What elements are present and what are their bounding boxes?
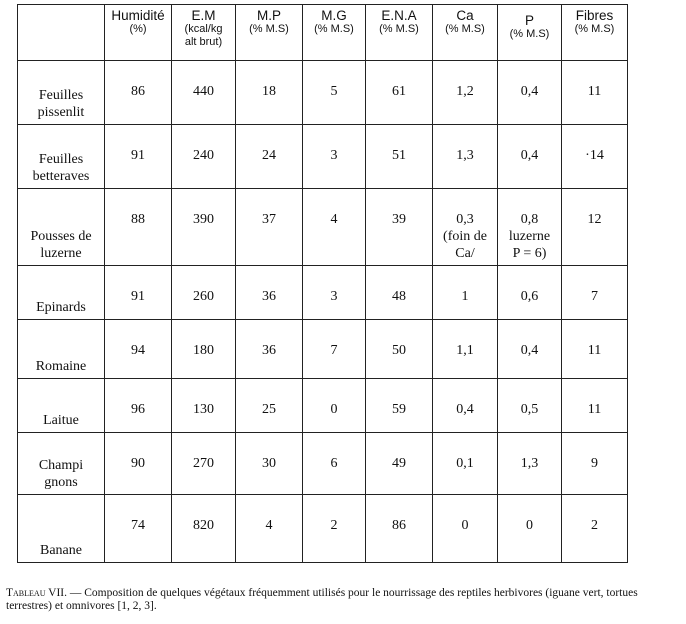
value-cell [236,61,303,125]
value-text: 24 [262,148,276,163]
value-cell [562,495,628,563]
composition-table [17,4,628,563]
food-name-cell [18,189,105,266]
value-text: 2 [330,518,338,533]
value-line: 0,4 [456,402,474,417]
value-text: 30 [262,456,276,471]
value-cell [366,320,433,379]
value-text: 18 [262,84,276,99]
value-cell [105,320,172,379]
value-text: 9 [591,456,598,471]
value-cell [366,189,433,266]
value-cell [366,433,433,495]
table-row [18,379,628,433]
table-caption [6,587,686,613]
value-cell [366,266,433,320]
value-cell [303,266,366,320]
value-text: 5 [330,84,338,99]
value-text: 3 [330,289,338,304]
value-line: 0,5 [520,402,539,417]
header-mg: M.G (% M.S) [303,5,366,61]
value-text: 48 [392,289,406,304]
value-text: 61 [392,84,406,99]
value-line: 1,2 [456,84,474,99]
value-line: 1,1 [456,343,474,358]
header-fibres: Fibres (% M.S) [562,5,628,61]
value-text: 86 [392,518,406,533]
value-text: 25 [262,402,276,417]
value-text: 7 [591,289,598,304]
value-text: 96 [131,402,145,417]
food-name-line: Feuilles [38,152,84,167]
value-cell [172,125,236,189]
header-cell [18,5,105,61]
value-text: 820 [193,518,214,533]
value-line: 0,4 [520,148,539,163]
value-line: 0,3 [456,212,474,227]
header-em: E.M (kcal/kg alt brut) [172,5,236,61]
value-cell [498,189,562,266]
table-row [18,61,628,125]
food-name-line: Banane [40,543,82,558]
value-text: 270 [193,456,214,471]
value-text: 51 [392,148,406,163]
header-p: P (% M.S) [498,5,562,61]
header-ena: E.N.A (% M.S) [366,5,433,61]
value-cell [172,495,236,563]
value-text: 440 [193,84,214,99]
value-cell [236,433,303,495]
value-line: (foin de [443,229,487,244]
value-text: 130 [193,402,214,417]
food-name-line: Pousses de [30,229,92,244]
value-cell [236,495,303,563]
value-cell [433,189,498,266]
value-cell [105,266,172,320]
value-cell [562,320,628,379]
value-cell [303,189,366,266]
value-cell [172,266,236,320]
value-cell [172,379,236,433]
value-text: ·14 [585,148,604,163]
value-cell [562,189,628,266]
value-cell [172,433,236,495]
food-name-line: Epinards [36,300,86,315]
value-text: 11 [587,343,602,358]
value-cell [366,495,433,563]
food-name-cell [18,266,105,320]
value-cell [105,189,172,266]
value-text: 4 [330,212,338,227]
table-row [18,125,628,189]
value-line: luzerne [508,229,551,244]
value-text: 2 [591,518,598,533]
food-name-cell [18,125,105,189]
header-row [18,5,628,61]
value-cell [172,189,236,266]
value-text: 50 [392,343,406,358]
food-name-cell [18,433,105,495]
value-text: 240 [193,148,214,163]
value-line: 1,3 [520,456,539,471]
value-cell [303,125,366,189]
food-name-cell [18,61,105,125]
header-mp: M.P (% M.S) [236,5,303,61]
table-row [18,320,628,379]
table-row [18,495,628,563]
value-cell [498,495,562,563]
value-cell [562,433,628,495]
value-cell [433,495,498,563]
value-cell [105,433,172,495]
table-row [18,433,628,495]
value-cell [498,125,562,189]
food-name-line: Laitue [43,413,79,428]
food-name-cell [18,320,105,379]
value-text: 36 [262,343,276,358]
value-cell [172,320,236,379]
value-text: 91 [131,289,145,304]
value-cell [433,61,498,125]
value-cell [303,379,366,433]
value-cell [366,61,433,125]
food-name-line: pissenlit [37,105,85,120]
value-line: P = 6) [512,246,547,261]
value-text: 260 [193,289,214,304]
food-name-line: luzerne [40,246,82,261]
value-line: 0,8 [520,212,539,227]
value-line: 0 [461,518,469,533]
value-cell [498,320,562,379]
value-text: 4 [265,518,273,533]
food-name-line: Champi [38,458,84,473]
value-cell [236,266,303,320]
value-text: 180 [193,343,214,358]
value-cell [366,125,433,189]
value-text: 3 [330,148,338,163]
value-cell [236,379,303,433]
value-cell [498,61,562,125]
header-ca: Ca (% M.S) [433,5,498,61]
value-line: 1,3 [456,148,474,163]
value-text: 59 [392,402,406,417]
value-cell [105,379,172,433]
value-cell [105,495,172,563]
value-cell [236,320,303,379]
value-text: 11 [587,402,602,417]
value-cell [105,125,172,189]
value-cell [433,125,498,189]
value-cell [562,266,628,320]
value-text: 86 [131,84,145,99]
value-cell [433,379,498,433]
caption-tag: Tableau VII. [6,587,67,599]
value-cell [562,379,628,433]
table-row [18,189,628,266]
value-line: Ca/ [455,246,475,261]
value-line: 1 [461,289,469,304]
value-cell [105,61,172,125]
value-cell [433,433,498,495]
table-row [18,266,628,320]
value-text: 12 [587,212,602,227]
value-cell [303,320,366,379]
value-text: 49 [392,456,406,471]
value-text: 74 [131,518,145,533]
value-text: 90 [131,456,145,471]
value-text: 390 [193,212,214,227]
value-text: 39 [392,212,406,227]
value-cell [433,320,498,379]
food-name-line: betteraves [32,169,90,184]
food-name-cell [18,379,105,433]
food-name-cell [18,495,105,563]
value-text: 37 [262,212,276,227]
caption-text: — Composition de quelques végétaux fréquemment utilisés pour le nourrissage des reptiles herbivores (iguane vert, tortues terrestres) et omnivores [1, 2, 3]. [6,587,638,612]
value-cell [303,61,366,125]
value-cell [236,189,303,266]
value-line: 0,1 [456,456,474,471]
value-cell [498,379,562,433]
value-line: 0,4 [520,84,539,99]
value-text: 36 [262,289,276,304]
value-text: 91 [131,148,145,163]
value-cell [236,125,303,189]
value-cell [498,266,562,320]
value-cell [433,266,498,320]
value-text: 94 [131,343,145,358]
value-cell [562,125,628,189]
value-cell [498,433,562,495]
value-cell [562,61,628,125]
value-text: 11 [587,84,602,99]
value-text: 0 [330,402,338,417]
food-name-line: Feuilles [38,88,84,103]
value-cell [303,495,366,563]
value-line: 0 [526,518,533,533]
value-text: 6 [330,456,338,471]
food-name-line: gnons [44,475,78,490]
value-cell [303,433,366,495]
value-cell [172,61,236,125]
value-text: 88 [131,212,145,227]
header-humidite: Humidité (%) [105,5,172,61]
value-line: 0,6 [520,289,539,304]
food-name-line: Romaine [35,359,87,374]
value-text: 7 [330,343,338,358]
value-cell [366,379,433,433]
value-line: 0,4 [520,343,539,358]
